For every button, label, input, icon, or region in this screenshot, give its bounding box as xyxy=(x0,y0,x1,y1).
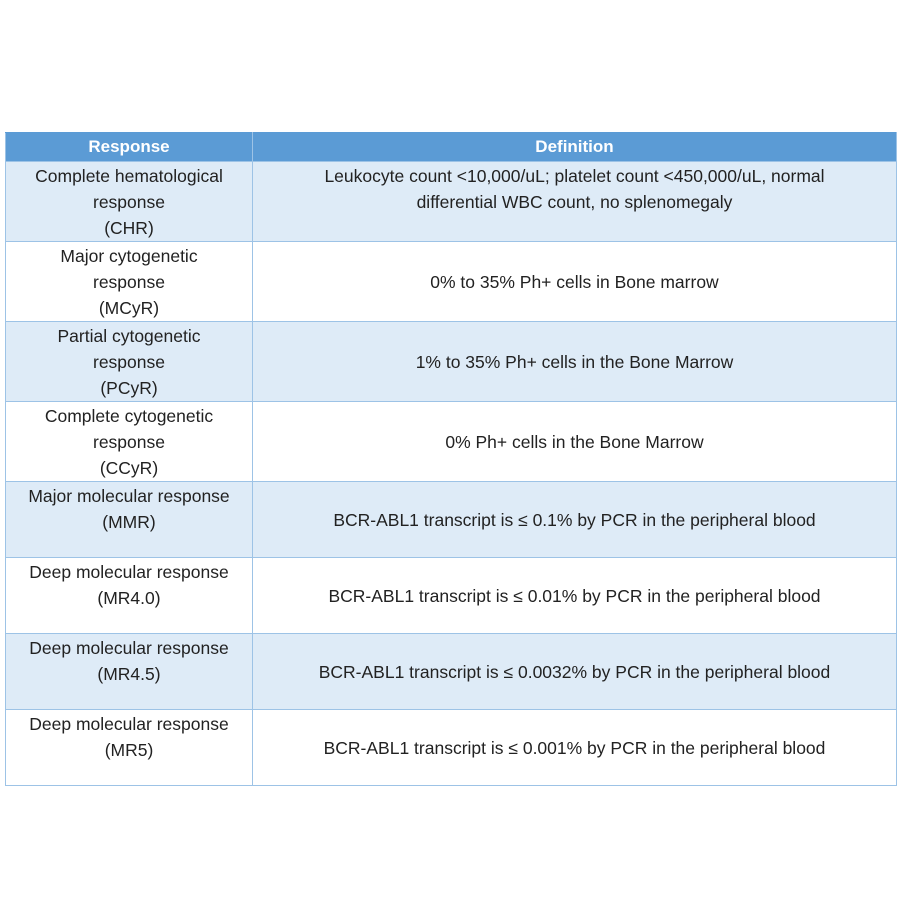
definition-cell xyxy=(253,162,897,242)
response-text: response xyxy=(93,272,165,292)
response-text: response xyxy=(93,192,165,212)
response-text: response xyxy=(93,432,165,452)
response-cell xyxy=(6,634,253,710)
definition-cell xyxy=(253,242,897,322)
header-definition: Definition xyxy=(253,133,897,162)
response-text: (MMR) xyxy=(102,512,156,532)
table-row xyxy=(6,482,897,558)
response-text: Partial cytogenetic xyxy=(57,326,201,346)
table-row xyxy=(6,634,897,710)
definition-cell xyxy=(253,482,897,558)
response-text: (MCyR) xyxy=(98,298,160,318)
response-text: (MR4.0) xyxy=(97,588,161,608)
table-row xyxy=(6,558,897,634)
definition-cell xyxy=(253,710,897,786)
response-text: Deep molecular response xyxy=(29,714,229,734)
definition-text: differential WBC count, no splenomegaly xyxy=(416,192,733,212)
response-text: Major cytogenetic xyxy=(60,246,198,266)
response-definition-table-container xyxy=(5,132,896,786)
table-row xyxy=(6,402,897,482)
response-cell xyxy=(6,710,253,786)
header-response: Response xyxy=(6,133,253,162)
definition-text: 1% to 35% Ph+ cells in the Bone Marrow xyxy=(415,351,734,372)
response-text: (PCyR) xyxy=(100,378,158,398)
response-text: Complete hematological xyxy=(35,166,223,186)
definition-text: Leukocyte count <10,000/uL; platelet count <450,000/uL, normal xyxy=(324,166,825,186)
definition-cell xyxy=(253,322,897,402)
response-cell xyxy=(6,242,253,322)
table-row xyxy=(6,242,897,322)
table-row xyxy=(6,162,897,242)
response-text: Complete cytogenetic xyxy=(44,406,214,426)
response-text: (CHR) xyxy=(104,218,154,238)
response-cell xyxy=(6,558,253,634)
response-text: Major molecular response xyxy=(28,486,230,506)
response-text: (MR4.5) xyxy=(97,664,161,684)
response-cell xyxy=(6,322,253,402)
definition-text: BCR-ABL1 transcript is ≤ 0.001% by PCR in the peripheral blood xyxy=(323,737,826,758)
definition-cell xyxy=(253,558,897,634)
response-text: (MR5) xyxy=(104,740,154,760)
response-text: response xyxy=(93,352,165,372)
response-cell xyxy=(6,482,253,558)
table-header-row xyxy=(6,133,897,162)
response-text: (CCyR) xyxy=(99,458,159,478)
definition-text: BCR-ABL1 transcript is ≤ 0.0032% by PCR in the peripheral blood xyxy=(318,661,831,682)
table-row xyxy=(6,710,897,786)
definition-text: 0% to 35% Ph+ cells in Bone marrow xyxy=(430,271,719,292)
definition-text: BCR-ABL1 transcript is ≤ 0.01% by PCR in the peripheral blood xyxy=(328,585,821,606)
response-definition-table xyxy=(5,132,897,786)
definition-text: BCR-ABL1 transcript is ≤ 0.1% by PCR in the peripheral blood xyxy=(333,509,816,530)
definition-cell xyxy=(253,634,897,710)
definition-cell xyxy=(253,402,897,482)
response-cell xyxy=(6,402,253,482)
table-row xyxy=(6,322,897,402)
definition-text: 0% Ph+ cells in the Bone Marrow xyxy=(445,431,704,452)
response-text: Deep molecular response xyxy=(29,562,229,582)
response-text: Deep molecular response xyxy=(29,638,229,658)
response-cell xyxy=(6,162,253,242)
